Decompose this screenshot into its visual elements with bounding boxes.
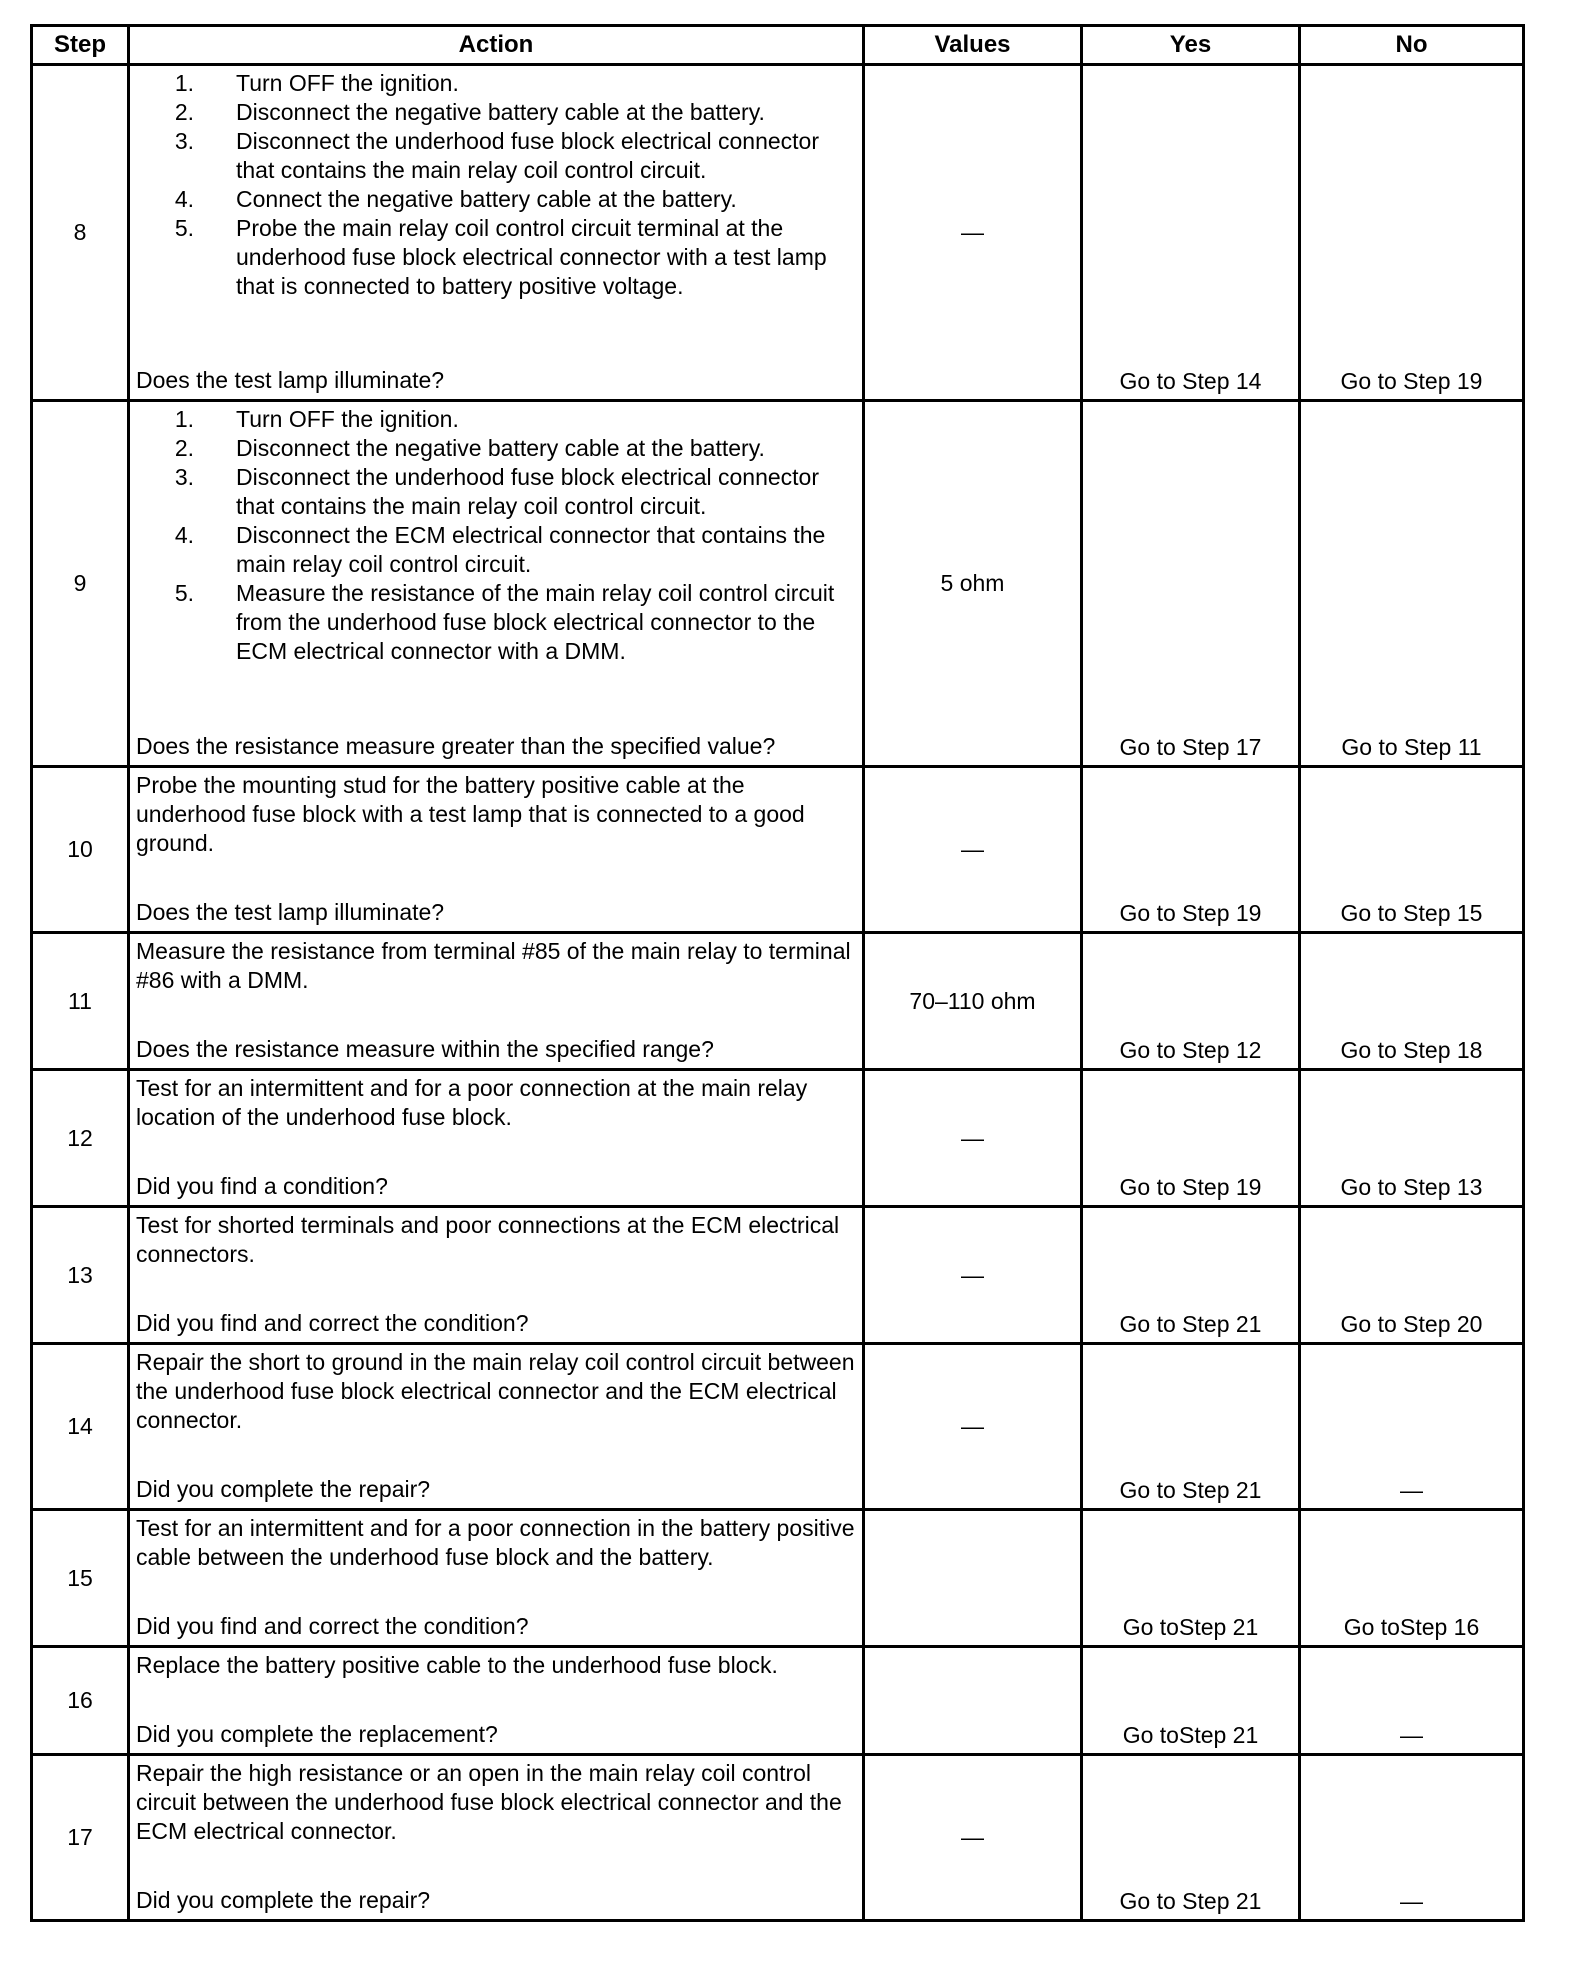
- value-cell: —: [864, 65, 1082, 401]
- yes-cell: Go to Step 12: [1082, 933, 1300, 1070]
- value-cell: 5 ohm: [864, 401, 1082, 767]
- value-cell: —: [864, 1070, 1082, 1207]
- action-cell: [129, 1207, 864, 1344]
- list-item: 1. Turn OFF the ignition.: [174, 406, 459, 432]
- no-cell: —: [1300, 1344, 1524, 1510]
- header-values: Values: [864, 26, 1082, 65]
- yes-cell: Go to Step 21: [1082, 1755, 1300, 1921]
- table-row: [32, 1647, 1524, 1755]
- step-number: 13: [32, 1207, 129, 1344]
- step-number: 12: [32, 1070, 129, 1207]
- action-question: Does the resistance measure greater than the specified value?: [136, 733, 776, 759]
- action-question: Does the resistance measure within the specified range?: [136, 1036, 714, 1062]
- action-cell: [129, 933, 864, 1070]
- value-cell: [864, 1510, 1082, 1647]
- header-no: No: [1300, 26, 1524, 65]
- no-cell: —: [1300, 1647, 1524, 1755]
- action-cell: [129, 767, 864, 933]
- procedure-list: [136, 69, 858, 301]
- step-number: 8: [32, 65, 129, 401]
- diagnostic-table: [30, 24, 1525, 1922]
- table-row: [32, 1070, 1524, 1207]
- action-cell: [129, 1344, 864, 1510]
- value-cell: —: [864, 1344, 1082, 1510]
- value-cell: —: [864, 767, 1082, 933]
- table-row: [32, 1510, 1524, 1647]
- step-number: 9: [32, 401, 129, 767]
- table-row: [32, 1755, 1524, 1921]
- yes-cell: Go to Step 19: [1082, 767, 1300, 933]
- table-row: [32, 1207, 1524, 1344]
- list-item: 3. Disconnect the underhood fuse block electrical connector that contains the main relay coil control circuit.: [174, 128, 820, 183]
- no-cell: Go to Step 19: [1300, 65, 1524, 401]
- list-item: 2. Disconnect the negative battery cable at the battery.: [174, 435, 765, 461]
- yes-cell: Go to Step 21: [1082, 1207, 1300, 1344]
- header-action: Action: [129, 26, 864, 65]
- list-item: 4. Disconnect the ECM electrical connector that contains the main relay coil control circuit.: [174, 522, 826, 577]
- no-cell: Go to Step 20: [1300, 1207, 1524, 1344]
- yes-cell: Go to Step 19: [1082, 1070, 1300, 1207]
- action-question: Did you complete the repair?: [136, 1887, 431, 1913]
- action-question: Did you complete the repair?: [136, 1476, 431, 1502]
- action-cell: [129, 1755, 864, 1921]
- value-cell: —: [864, 1755, 1082, 1921]
- no-cell: —: [1300, 1755, 1524, 1921]
- list-item: 5. Measure the resistance of the main relay coil control circuit from the underhood fuse block electrical connector to the ECM electrical connector with a DMM.: [174, 580, 835, 664]
- header-yes: Yes: [1082, 26, 1300, 65]
- list-item: 3. Disconnect the underhood fuse block electrical connector that contains the main relay coil control circuit.: [174, 464, 820, 519]
- value-cell: —: [864, 1207, 1082, 1344]
- step-number: 15: [32, 1510, 129, 1647]
- action-cell: [129, 1510, 864, 1647]
- step-number: 11: [32, 933, 129, 1070]
- header-row: [32, 26, 1524, 65]
- list-item: 4. Connect the negative battery cable at the battery.: [174, 186, 737, 212]
- no-cell: Go to Step 18: [1300, 933, 1524, 1070]
- no-cell: Go to Step 11: [1300, 401, 1524, 767]
- action-text: Measure the resistance from terminal #85 of the main relay to terminal #86 with a DMM.: [136, 938, 851, 993]
- yes-cell: Go to Step 14: [1082, 65, 1300, 401]
- table-row: [32, 65, 1524, 401]
- action-cell: [129, 1647, 864, 1755]
- header-step: Step: [32, 26, 129, 65]
- action-text: Probe the mounting stud for the battery positive cable at the underhood fuse block with a test lamp that is connected to a good ground.: [136, 772, 805, 856]
- value-cell: 70–110 ohm: [864, 933, 1082, 1070]
- action-cell: [129, 1070, 864, 1207]
- action-question: Did you find and correct the condition?: [136, 1613, 529, 1639]
- step-number: 16: [32, 1647, 129, 1755]
- procedure-list: [136, 405, 858, 666]
- action-text: Test for shorted terminals and poor connections at the ECM electrical connectors.: [136, 1212, 840, 1267]
- yes-cell: Go to Step 17: [1082, 401, 1300, 767]
- action-text: Repair the short to ground in the main relay coil control circuit between the underhood fuse block electrical connector and the ECM electrical connector.: [136, 1349, 855, 1433]
- action-question: Did you find and correct the condition?: [136, 1310, 529, 1336]
- table-row: [32, 767, 1524, 933]
- step-number: 14: [32, 1344, 129, 1510]
- list-item: 2. Disconnect the negative battery cable at the battery.: [174, 99, 765, 125]
- table-row: [32, 401, 1524, 767]
- action-question: Did you complete the replacement?: [136, 1721, 498, 1747]
- action-question: Did you find a condition?: [136, 1173, 388, 1199]
- no-cell: Go toStep 16: [1300, 1510, 1524, 1647]
- action-text: Test for an intermittent and for a poor connection in the battery positive cable between the underhood fuse block and the battery.: [136, 1515, 855, 1570]
- table-row: [32, 933, 1524, 1070]
- no-cell: Go to Step 15: [1300, 767, 1524, 933]
- yes-cell: Go toStep 21: [1082, 1510, 1300, 1647]
- list-item: 5. Probe the main relay coil control circuit terminal at the underhood fuse block electrical connector with a test lamp that is connected to battery positive voltage.: [174, 215, 827, 299]
- step-number: 17: [32, 1755, 129, 1921]
- step-number: 10: [32, 767, 129, 933]
- action-question: Does the test lamp illuminate?: [136, 367, 445, 393]
- action-text: Replace the battery positive cable to the underhood fuse block.: [136, 1652, 778, 1678]
- yes-cell: Go to Step 21: [1082, 1344, 1300, 1510]
- list-item: 1. Turn OFF the ignition.: [174, 70, 459, 96]
- table-row: [32, 1344, 1524, 1510]
- action-cell: [129, 65, 864, 401]
- no-cell: Go to Step 13: [1300, 1070, 1524, 1207]
- value-cell: [864, 1647, 1082, 1755]
- action-text: Repair the high resistance or an open in the main relay coil control circuit between the underhood fuse block electrical connector and the ECM electrical connector.: [136, 1760, 842, 1844]
- action-cell: [129, 401, 864, 767]
- action-question: Does the test lamp illuminate?: [136, 899, 445, 925]
- yes-cell: Go toStep 21: [1082, 1647, 1300, 1755]
- action-text: Test for an intermittent and for a poor connection at the main relay location of the underhood fuse block.: [136, 1075, 808, 1130]
